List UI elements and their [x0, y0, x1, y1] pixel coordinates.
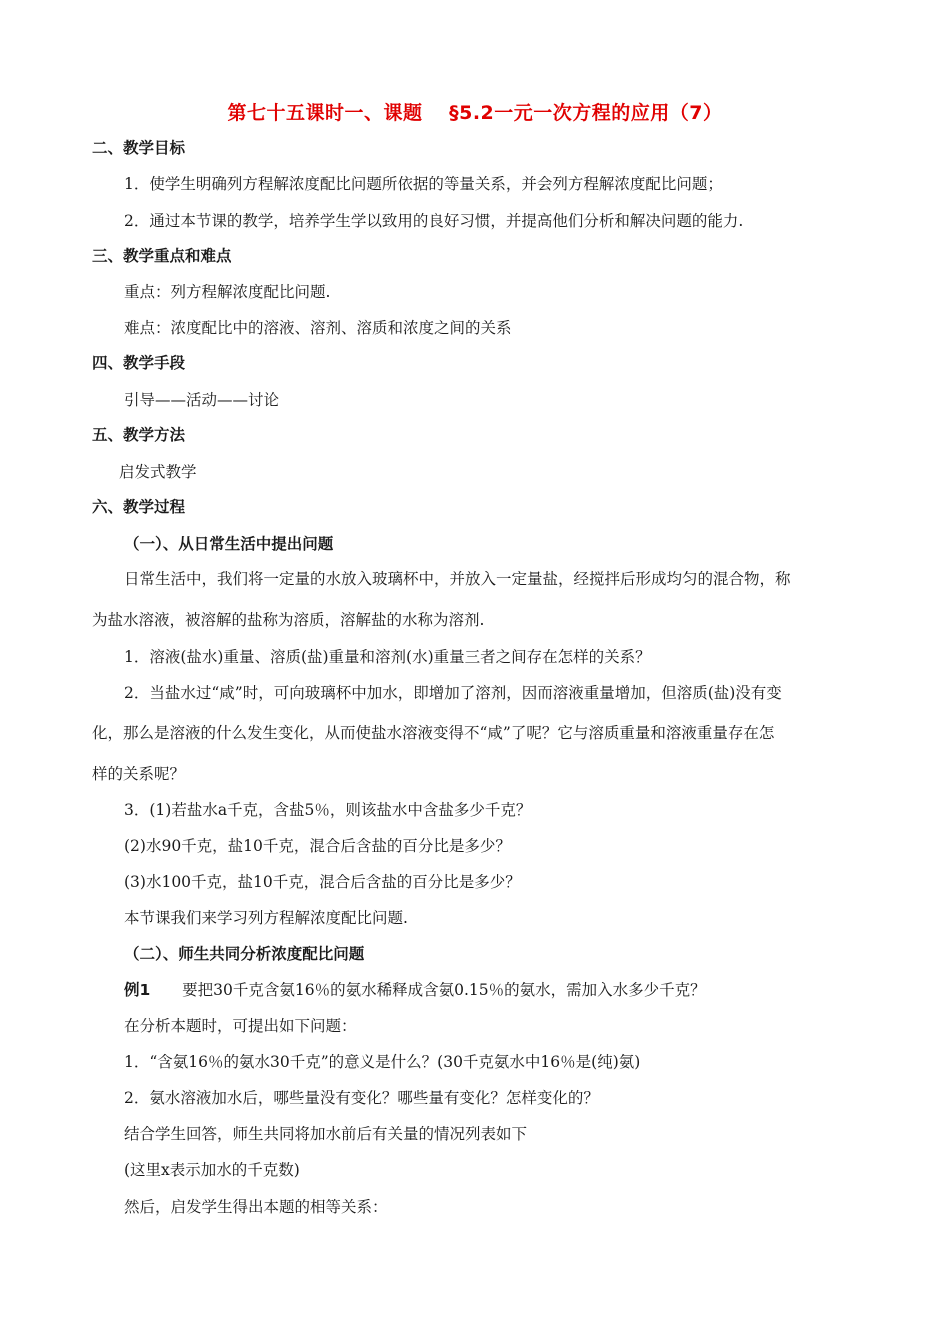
goals-item-1: 1．使学生明确列方程解浓度配比问题所依据的等量关系，并会列方程解浓度配比问题； [124, 175, 723, 193]
part1-question-3-1: 3．(1)若盐水a千克，含盐5％，则该盐水中含盐多少千克？ [124, 801, 532, 819]
part1-question-2-line-2: 化，那么是溶液的什么发生变化，从而使盐水溶液变得不“咸”了呢？它与溶质重量和溶液重量存在怎 [92, 724, 775, 742]
part1-question-1: 1．溶液(盐水)重量、溶质(盐)重量和溶剂(水)重量三者之间存在怎样的关系？ [124, 648, 651, 666]
part2-analysis-2: 2．氨水溶液加水后，哪些量没有变化？哪些量有变化？怎样变化的？ [124, 1089, 599, 1107]
page-title: 第七十五课时一、课题 §5.2一元一次方程的应用（7） [227, 102, 723, 124]
part2-heading: （二）、师生共同分析浓度配比问题 [124, 945, 365, 963]
example-text: 要把30千克含氨16％的氨水稀释成含氨0.15％的氨水，需加入水多少千克？ [182, 981, 706, 999]
goals-heading: 二、教学目标 [92, 139, 186, 157]
example-label: 例1 [124, 981, 151, 999]
part1-paragraph-line-1: 日常生活中，我们将一定量的水放入玻璃杯中，并放入一定量盐，经搅拌后形成均匀的混合物，称 [124, 570, 791, 588]
part1-question-2-line-3: 样的关系呢？ [92, 765, 186, 783]
means-heading: 四、教学手段 [92, 354, 186, 372]
part2-note: (这里x表示加水的千克数) [124, 1161, 300, 1179]
part2-intro: 在分析本题时，可提出如下问题： [124, 1017, 357, 1035]
keypoints-difficulty: 难点：浓度配比中的溶液、溶剂、溶质和浓度之间的关系 [124, 319, 512, 337]
example-1 [124, 980, 706, 1000]
part1-closing: 本节课我们来学习列方程解浓度配比问题. [124, 909, 408, 927]
part2-analysis-1: 1．“含氨16％的氨水30千克”的意义是什么？(30千克氨水中16％是(纯)氨) [124, 1053, 641, 1071]
part2-then: 然后，启发学生得出本题的相等关系： [124, 1198, 388, 1216]
part1-question-3-2: (2)水90千克，盐10千克，混合后含盐的百分比是多少？ [124, 837, 511, 855]
keypoints-heading: 三、教学重点和难点 [92, 247, 232, 265]
part2-combine: 结合学生回答，师生共同将加水前后有关量的情况列表如下 [124, 1125, 528, 1143]
part1-question-2-line-1: 2．当盐水过“咸”时，可向玻璃杯中加水，即增加了溶剂，因而溶液重量增加，但溶质(盐)没有变 [124, 684, 782, 702]
method-heading: 五、教学方法 [92, 426, 186, 444]
method-text: 启发式教学 [119, 463, 197, 481]
goals-item-2: 2．通过本节课的教学，培养学生学以致用的良好习惯，并提高他们分析和解决问题的能力. [124, 212, 744, 230]
part1-heading: （一）、从日常生活中提出问题 [124, 535, 334, 553]
keypoints-focus: 重点：列方程解浓度配比问题. [124, 283, 331, 301]
part1-question-3-3: (3)水100千克，盐10千克，混合后含盐的百分比是多少？ [124, 873, 521, 891]
process-heading: 六、教学过程 [92, 498, 186, 516]
means-text: 引导——活动——讨论 [124, 391, 280, 409]
part1-paragraph-line-2: 为盐水溶液，被溶解的盐称为溶质，溶解盐的水称为溶剂. [92, 611, 485, 629]
